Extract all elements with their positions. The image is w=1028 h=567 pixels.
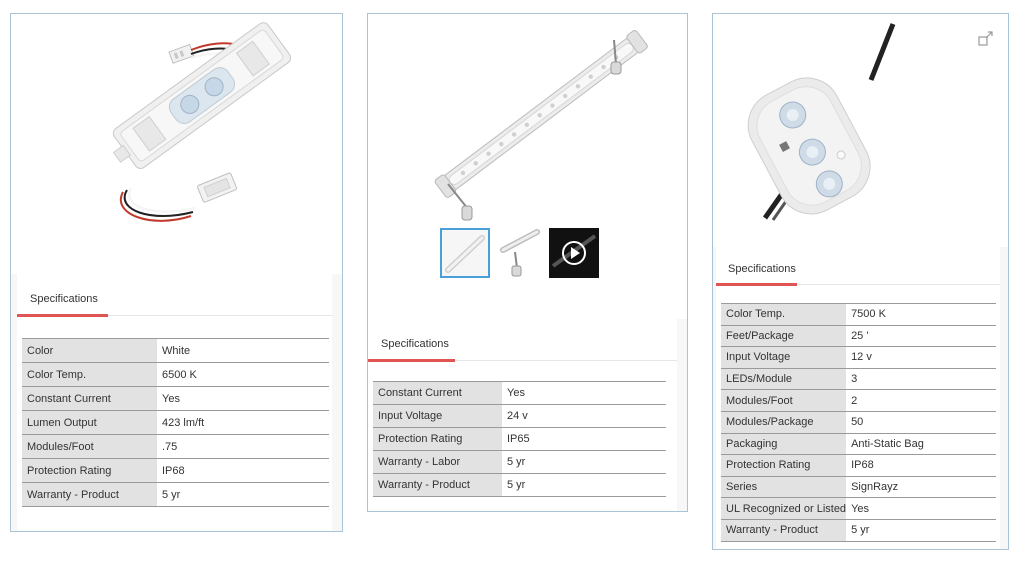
spec-value: 25 ' [846,325,996,347]
spec-table-2 [373,381,666,497]
spec-row [721,347,996,369]
spec-row [22,387,329,411]
spec-row [721,411,996,433]
thumbnail-light-bar-angle-icon [495,228,545,278]
specifications-section-2 [368,319,687,511]
led-module-3-image [713,14,1010,247]
spec-row [373,451,666,474]
spec-label: Input Voltage [373,405,502,428]
tab-specifications-1[interactable]: Specifications [30,293,98,305]
thumbnail-2[interactable] [495,228,545,278]
product-image-2[interactable] [368,14,687,226]
spec-label: Protection Rating [22,459,157,483]
spec-row [721,498,996,520]
spec-label: UL Recognized or Listed [721,498,846,520]
tab-specifications-2[interactable]: Specifications [381,338,449,350]
spec-value: IP68 [846,455,996,477]
spec-row [721,519,996,541]
specifications-section-3 [713,247,1008,549]
spec-value: SignRayz [846,476,996,498]
spec-value: 3 [846,368,996,390]
spec-row [373,474,666,497]
product-card-2 [367,13,688,512]
spec-row [721,390,996,412]
spec-table-3 [721,303,996,542]
tab-active-underline-2 [368,359,455,362]
spec-label: Warranty - Product [721,519,846,541]
spec-label: Input Voltage [721,347,846,369]
spec-row [721,368,996,390]
spec-value: 423 lm/ft [157,411,329,435]
spec-value: .75 [157,435,329,459]
spec-row [721,433,996,455]
spec-row [721,325,996,347]
spec-value: 6500 K [157,363,329,387]
spec-value: Yes [502,382,666,405]
spec-value: IP65 [502,428,666,451]
tab-divider-2 [455,360,677,361]
spec-label: Warranty - Product [22,483,157,507]
product-card-3 [712,13,1009,550]
spec-label: Protection Rating [721,455,846,477]
spec-value: 24 v [502,405,666,428]
product-image-1[interactable] [11,14,342,274]
spec-label: Constant Current [22,387,157,411]
spec-label: Constant Current [373,382,502,405]
spec-label: Color [22,339,157,363]
tab-active-underline-1 [17,314,108,317]
spec-value: 12 v [846,347,996,369]
spec-value: 5 yr [502,474,666,497]
spec-row [22,459,329,483]
spec-row [721,304,996,326]
spec-value: 5 yr [502,451,666,474]
thumbnail-video[interactable] [549,228,599,278]
spec-label: Series [721,476,846,498]
spec-label: Modules/Package [721,411,846,433]
specifications-panel-1 [17,274,332,531]
spec-label: Modules/Foot [22,435,157,459]
spec-label: Packaging [721,433,846,455]
spec-row [373,382,666,405]
thumbnail-1[interactable] [440,228,490,278]
tab-active-underline-3 [716,283,797,286]
led-module-image [11,14,344,274]
spec-row [721,476,996,498]
spec-label: Lumen Output [22,411,157,435]
spec-value: IP68 [157,459,329,483]
thumbnail-light-bar-icon [442,230,488,276]
spec-value: Yes [157,387,329,411]
spec-value: 5 yr [846,519,996,541]
specifications-panel-3 [716,247,1000,549]
spec-label: Warranty - Labor [373,451,502,474]
spec-row [22,483,329,507]
spec-label: Modules/Foot [721,390,846,412]
specifications-section-1 [11,274,342,531]
spec-label: Color Temp. [721,304,846,326]
expand-icon[interactable] [978,30,994,46]
spec-row [22,411,329,435]
spec-value: Anti-Static Bag [846,433,996,455]
play-icon [549,228,599,278]
product-card-1 [10,13,343,532]
tab-divider-3 [797,284,1000,285]
spec-value: 50 [846,411,996,433]
spec-value: 5 yr [157,483,329,507]
spec-row [721,455,996,477]
spec-row [22,435,329,459]
spec-label: Protection Rating [373,428,502,451]
spec-value: Yes [846,498,996,520]
product-image-3[interactable] [713,14,1008,247]
tab-specifications-3[interactable]: Specifications [728,263,796,275]
specifications-panel-2 [368,319,677,511]
spec-row [22,339,329,363]
spec-label: LEDs/Module [721,368,846,390]
spec-row [373,428,666,451]
spec-label: Feet/Package [721,325,846,347]
spec-label: Color Temp. [22,363,157,387]
light-bar-image [368,14,689,226]
spec-table-1 [22,338,329,507]
spec-row [22,363,329,387]
spec-label: Warranty - Product [373,474,502,497]
spec-value: White [157,339,329,363]
spec-row [373,405,666,428]
spec-value: 2 [846,390,996,412]
tab-divider-1 [108,315,332,316]
spec-value: 7500 K [846,304,996,326]
